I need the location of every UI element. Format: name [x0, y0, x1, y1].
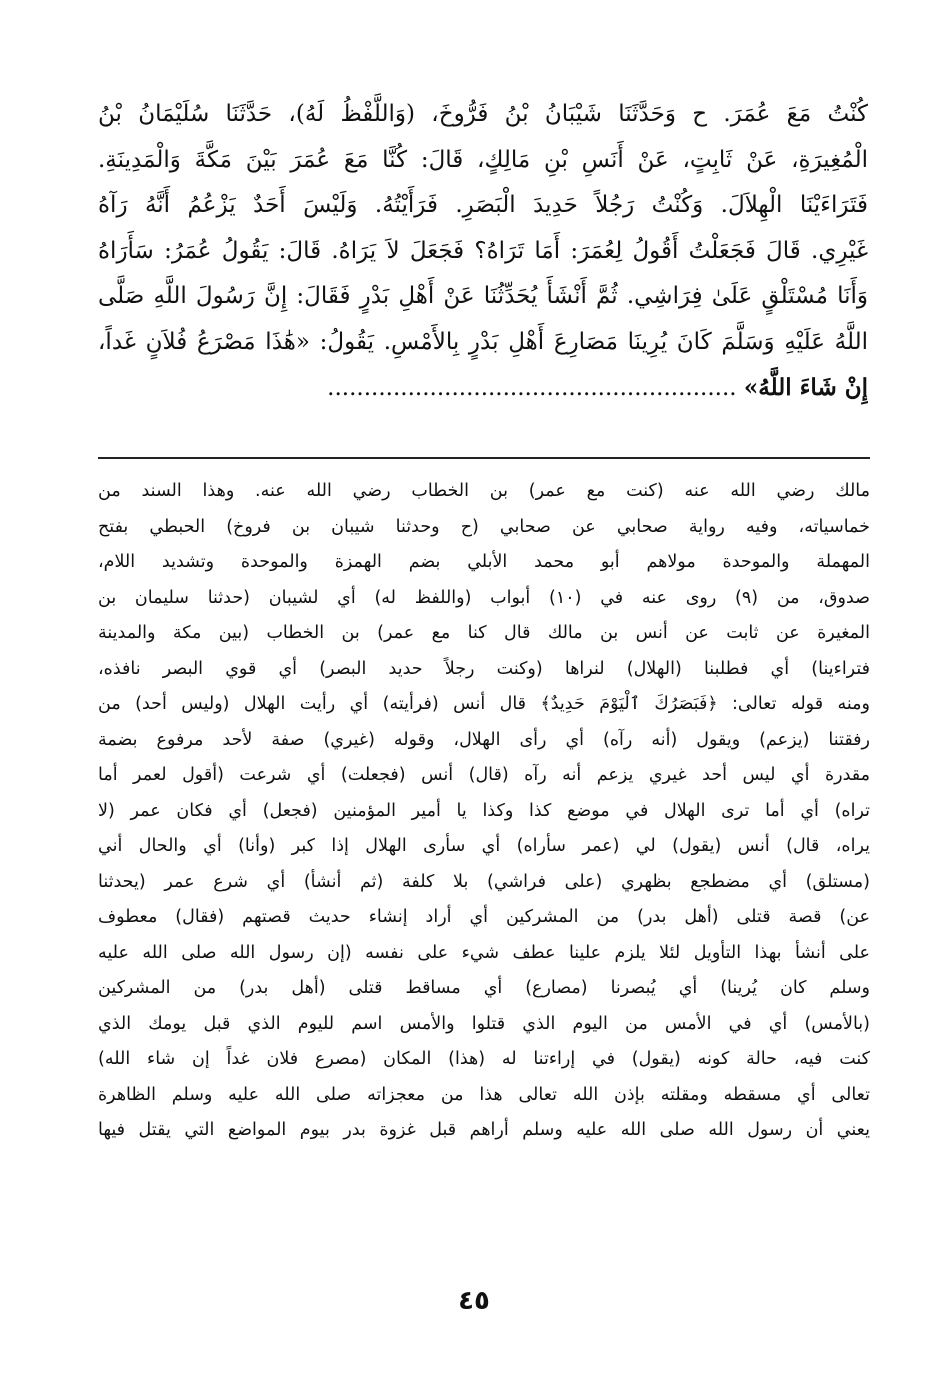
- commentary-line: فتراءينا) أي فطلبنا (الهلال) لنراها (وكنت رجلاً حديد البصر) أي قوي البصر نافذه،: [98, 658, 870, 679]
- commentary-line: على أنشأ بهذا التأويل لئلا يلزم علينا عطف شيء على نفسه (إن رسول الله صلى الله عليه: [98, 942, 870, 963]
- continuation-dots: ........................................................: [327, 375, 737, 401]
- commentary-line: خماسياته، وفيه رواية صحابي عن صحابي (ح وحدثنا شيبان بن فروخ) الحبطي بفتح: [98, 516, 870, 537]
- commentary-line: تراه) أي أما ترى الهلال في موضع كذا وكذا يا أمير المؤمنين (فجعل) أي فكان عمر (لا: [98, 800, 870, 821]
- commentary-text: [98, 474, 870, 1149]
- commentary-line: يراه، قال) أنس (يقول) لي (عمر سأراه) أي سأرى الهلال إذا كبر (وأنا) أي والحال أني: [98, 836, 870, 856]
- footnote-divider: [98, 457, 870, 459]
- hadith-line: فَتَرَاءَيْنَا الْهِلاَلَ. وَكُنْتُ رَجُلاً حَدِيدَ الْبَصَرِ. فَرَأَيْتُهُ. وَلَيْسَ أَحَدٌ يَزْعُمُ أَنَّهُ رَآهُ: [98, 192, 868, 218]
- hadith-text: [98, 92, 868, 411]
- commentary-line: رفقتنا (يزعم) ويقول (أنه رآه) أي رأى الهلال، وقوله (غيري) صفة لأحد مرفوع بضمة: [98, 729, 870, 750]
- commentary-line: (بالأمس) أي في الأمس من اليوم الذي قتلوا والأمس اسم لليوم الذي قبل يومك الذي: [98, 1013, 870, 1034]
- commentary-line: مقدرة أي ليس أحد غيري يزعم أنه رآه (قال) أنس (فجعلت) أي شرعت (أقول لعمر أما: [98, 765, 870, 785]
- commentary-line: وسلم كان يُرينا) أي يُبصرنا (مصارع) أي مساقط قتلى (أهل بدر) من المشركين: [98, 978, 870, 998]
- commentary-line: كنت فيه، حالة كونه (يقول) في إراءتنا له (هذا) المكان (مصرع فلان غداً إن شاء الله): [98, 1049, 870, 1069]
- commentary-line: المهملة والموحدة مولاهم أبو محمد الأبلي بضم الهمزة والموحدة وتشديد اللام،: [98, 552, 870, 572]
- commentary-line: (مستلق) أي مضطجع بظهري (على فراشي) بلا كلفة (ثم أنشأ) أي شرع عمر (يحدثنا: [98, 871, 870, 892]
- commentary-line: ومنه قوله تعالى: ﴿فَبَصَرُكَ ٱلْيَوْمَ حَدِيدٌ﴾ قال أنس (فرأيته) أي رأيت الهلال (وليس أحد) من: [98, 694, 870, 714]
- hadith-line: اللَّهُ عَلَيْهِ وَسَلَّمَ كَانَ يُرِينَا مَصَارِعَ أَهْلِ بَدْرٍ بِالأَمْسِ. يَقُولُ: «هَٰذَا مَصْرَعُ فُلاَنٍ غَداً،: [98, 328, 868, 355]
- commentary-line: عن) قصة قتلى (أهل بدر) من المشركين أي أراد إنشاء حديث قصتهم (فقال) معطوف: [98, 907, 870, 927]
- commentary-line: تعالى أي مسقطه ومقلته بإذن الله تعالى هذا من معجزاته صلى الله عليه وسلم الظاهرة: [98, 1084, 870, 1105]
- hadith-line: كُنْتُ مَعَ عُمَرَ. ح وَحَدَّثَنَا شَيْبَانُ بْنُ فَرُّوخَ، (وَاللَّفْظُ لَهُ)، حَدَّثَنَا سُلَيْمَانُ بْنُ: [98, 101, 868, 127]
- page-number: ٤٥: [458, 1286, 490, 1316]
- commentary-line: المغيرة عن ثابت عن أنس بن مالك قال كنا مع عمر) بن الخطاب (بين مكة والمدينة: [98, 623, 870, 643]
- hadith-closing-text: إِنْ شَاءَ اللَّهُ»: [743, 374, 868, 401]
- commentary-line: يعني أن رسول الله صلى الله عليه وسلم أراهم قبل غزوة بدر بيوم المواضع التي يقتل فيها: [98, 1120, 870, 1140]
- hadith-last-line: [98, 365, 868, 411]
- hadith-line: غَيْرِي. قَالَ فَجَعَلْتُ أَقُولُ لِعُمَرَ: أَمَا تَرَاهُ؟ فَجَعَلَ لاَ يَرَاهُ. قَالَ: يَقُولُ عُمَرُ: سَأَرَاهُ: [98, 237, 868, 264]
- hadith-line: الْمُغِيرَةِ، عَنْ ثَابِتٍ، عَنْ أَنَسِ بْنِ مَالِكٍ، قَالَ: كُنَّا مَعَ عُمَرَ بَيْنَ مَكَّةَ وَالْمَدِينَةِ.: [98, 146, 868, 173]
- commentary-line: مالك رضي الله عنه (كنت مع عمر) بن الخطاب رضي الله عنه. وهذا السند من: [98, 481, 870, 501]
- commentary-line: صدوق، من (٩) روى عنه في (١٠) أبواب (واللفظ له) أي لشيبان (حدثنا سليمان بن: [98, 587, 870, 608]
- hadith-line: وَأَنَا مُسْتَلْقٍ عَلَىٰ فِرَاشِي. ثُمَّ أَنْشَأَ يُحَدِّثُنَا عَنْ أَهْلِ بَدْرٍ فَقَالَ: إِنَّ رَسُولَ اللَّهِ صَلَّى: [98, 283, 868, 309]
